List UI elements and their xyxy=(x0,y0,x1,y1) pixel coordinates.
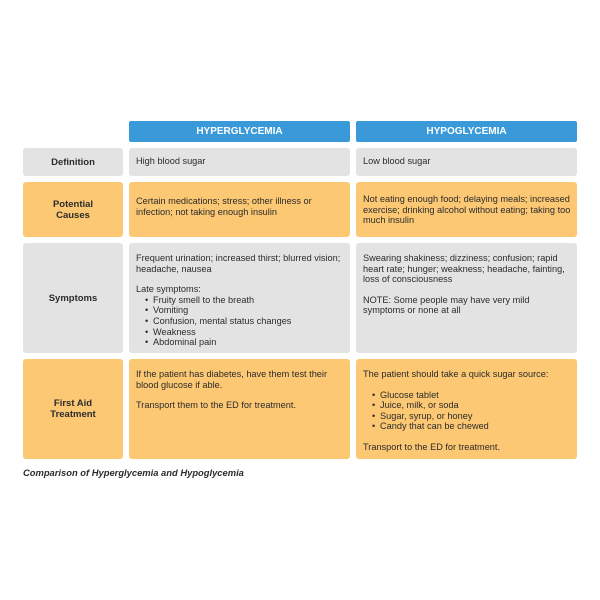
definition-hypo-text: Low blood sugar xyxy=(363,156,431,166)
row-label-causes xyxy=(23,182,123,237)
row-label-first-aid-line2: Treatment xyxy=(50,409,96,420)
list-item: • Vomiting xyxy=(153,305,344,316)
row-label-first-aid xyxy=(23,359,123,459)
definition-hypo-cell xyxy=(356,148,577,176)
list-item: • Sugar, syrup, or honey xyxy=(380,411,571,422)
list-item: • Abdominal pain xyxy=(153,337,344,348)
first-aid-hypo-intro: The patient should take a quick sugar source: xyxy=(363,369,549,379)
list-item: • Fruity smell to the breath xyxy=(153,295,344,306)
first-aid-hypo-cell xyxy=(356,359,577,459)
row-label-symptoms-text: Symptoms xyxy=(48,292,98,304)
first-aid-hyper-cell xyxy=(129,359,350,459)
row-label-causes-line1: Potential xyxy=(52,198,94,210)
list-item: • Candy that can be chewed xyxy=(380,421,571,432)
symptoms-hyper-cell xyxy=(129,243,350,353)
header-hypoglycemia: HYPOGLYCEMIA xyxy=(356,121,577,142)
row-label-causes-line2: Causes xyxy=(56,209,90,221)
causes-hypo-cell xyxy=(356,182,577,237)
symptoms-hypo-intro: Swearing shakiness; dizziness; confusion; rapid heart rate; hunger; weakness; headache, fainting, loss of consciousness xyxy=(363,253,565,285)
symptoms-hyper-intro: Frequent urination; increased thirst; blurred vision; headache, nausea xyxy=(136,253,341,274)
row-label-definition-text: Definition xyxy=(51,156,95,168)
header-hyperglycemia: HYPERGLYCEMIA xyxy=(129,121,350,142)
symptoms-hypo-cell xyxy=(356,243,577,353)
definition-hyper-text: High blood sugar xyxy=(136,156,206,166)
symptoms-hypo-note: NOTE: Some people may have very mild symptoms or none at all xyxy=(363,294,530,316)
sugar-source-list xyxy=(363,390,571,432)
first-aid-hyper-p2: Transport them to the ED for treatment. xyxy=(136,400,296,411)
list-item: • Juice, milk, or soda xyxy=(380,400,571,411)
first-aid-hypo-outro: Transport to the ED for treatment. xyxy=(363,441,501,452)
row-label-symptoms xyxy=(23,243,123,353)
symptoms-hyper-late-title: Late symptoms: xyxy=(136,284,201,295)
list-item: • Confusion, mental status changes xyxy=(153,316,344,327)
causes-hyper-cell xyxy=(129,182,350,237)
list-item: • Weakness xyxy=(153,327,344,338)
causes-hypo-text: Not eating enough food; delaying meals; increased exercise; drinking alcohol without eating; taking too much insulin xyxy=(363,194,571,226)
table-caption: Comparison of Hyperglycemia and Hypoglycemia xyxy=(23,467,244,478)
row-label-definition xyxy=(23,148,123,176)
row-label-first-aid-line1: First Aid xyxy=(53,398,93,409)
first-aid-hyper-p1: If the patient has diabetes, have them test their blood glucose if able. xyxy=(136,369,328,390)
late-symptoms-list xyxy=(136,295,344,348)
list-item: • Glucose tablet xyxy=(380,390,571,401)
causes-hyper-text: Certain medications; stress; other illness or infection; not taking enough insulin xyxy=(136,196,312,217)
definition-hyper-cell xyxy=(129,148,350,176)
